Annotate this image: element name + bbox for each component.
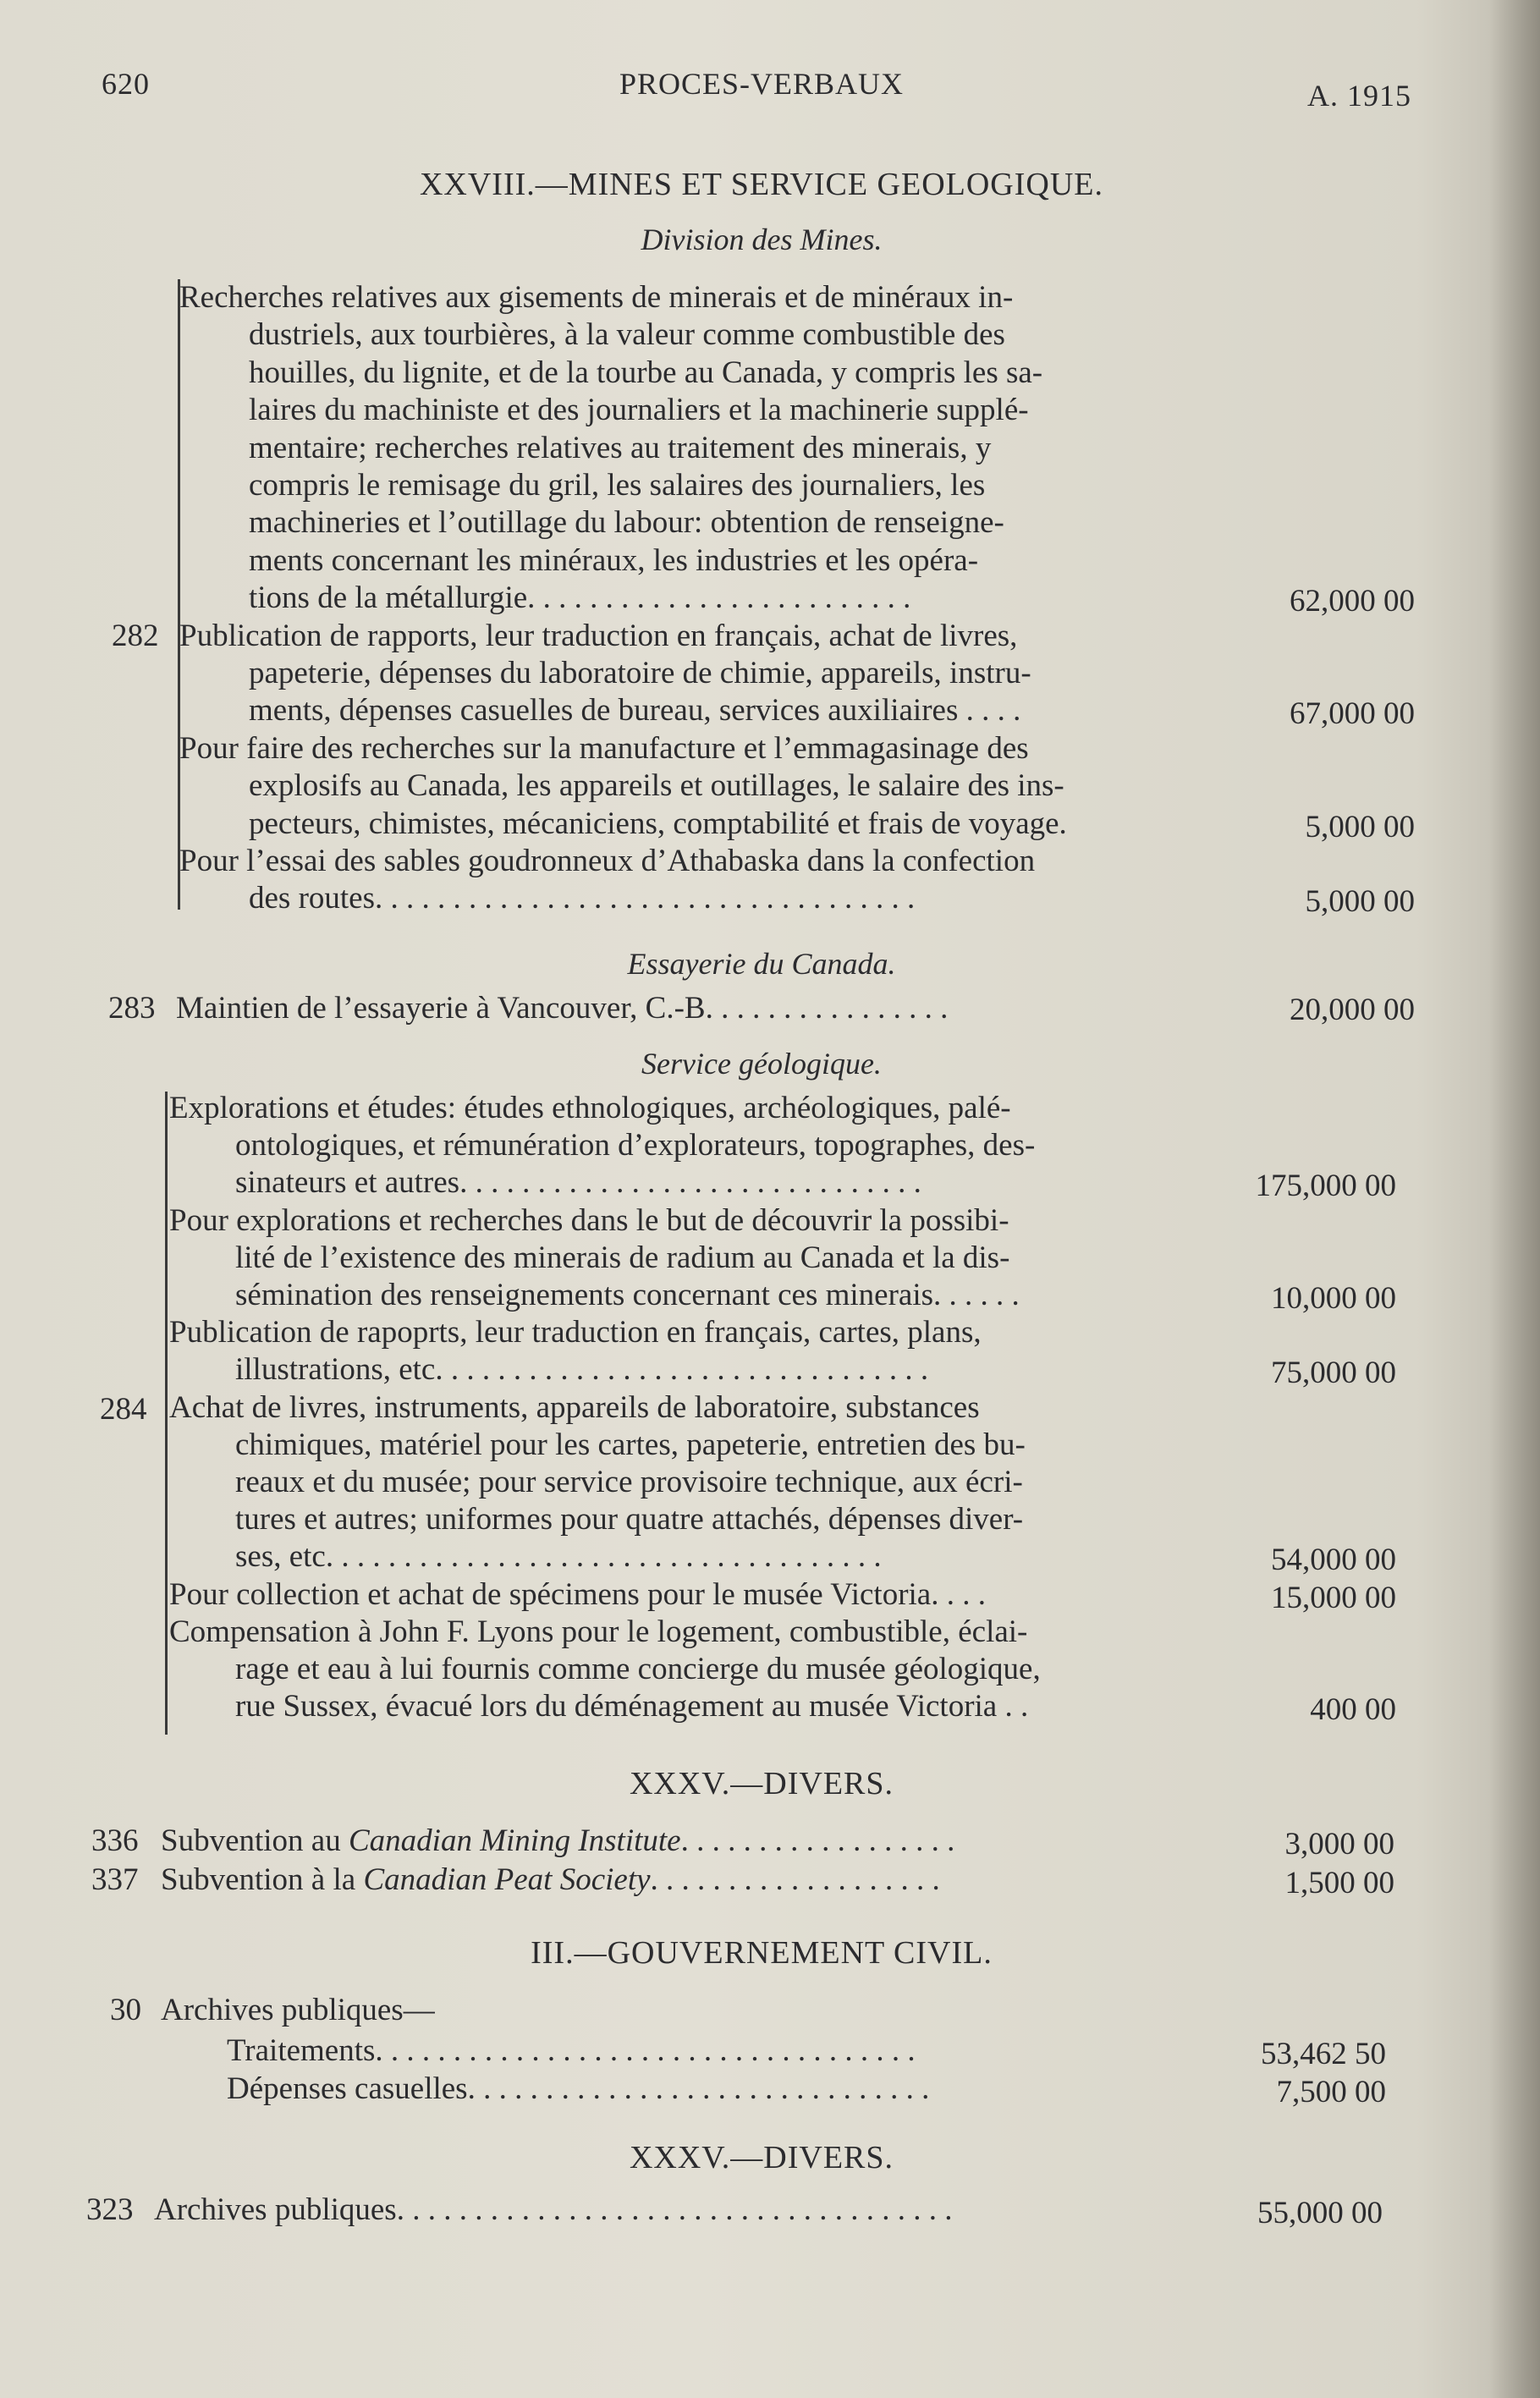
vote-284-item-4-line-3: reaux et du musée; pour service provisoire technique, aux écri- — [235, 1465, 1023, 1499]
vote-282-item-3-line-2: explosifs au Canada, les appareils et outillages, le salaire des ins- — [249, 768, 1064, 804]
vote-284-item-1-line-2: ontologiques, et rémunération d’explorateurs, topographes, des- — [235, 1128, 1036, 1163]
vote-284-item-2-line-3: sémination des renseignements concernant ces minerais. . . . . . — [235, 1278, 1020, 1312]
subvention-amount-337: 1,500 00 — [1284, 1866, 1394, 1900]
vote-284-item-2-line-1: Pour explorations et recherches dans le but de découvrir la possibi- — [169, 1202, 1009, 1238]
vote-282-item-1-line-2: dustriels, aux tourbières, à la valeur comme combustible des — [249, 317, 1005, 353]
page-number: 620 — [102, 67, 150, 101]
vote-284-item-3-line-1: Publication de rapoprts, leur traduction en français, cartes, plans, — [169, 1315, 982, 1350]
section-title-civil: III.—GOUVERNEMENT CIVIL. — [531, 1935, 993, 1971]
vote-284-item-3-line-2: illustrations, etc. . . . . . . . . . . . . . . . . . . . . . . . . . . . . . . . — [235, 1352, 929, 1388]
vote-number-284: 284 — [100, 1392, 147, 1427]
item-283: Maintien de l’essayerie à Vancouver, C.-B. . . . . . . . . . . . . . . . — [176, 991, 949, 1026]
subvention-prefix: Subvention à la — [161, 1862, 364, 1897]
section-title-divers-1: XXXV.—DIVERS. — [629, 1766, 894, 1801]
subvention-row-337 — [161, 1862, 940, 1899]
vote-number-323: 323 — [86, 2192, 134, 2227]
section-title-divers-2: XXXV.—DIVERS. — [629, 2140, 894, 2175]
vote-282-item-1-amount: 62,000 00 — [1290, 584, 1415, 619]
vote-284-item-6-amount: 400 00 — [1310, 1692, 1396, 1728]
subvention-organization: Canadian Peat Society — [363, 1862, 651, 1897]
vote-284-item-4-line-1: Achat de livres, instruments, appareils de laboratoire, substances — [169, 1389, 980, 1425]
vote-284-item-4-amount: 54,000 00 — [1271, 1543, 1396, 1578]
vote-282-item-1-line-9: tions de la métallurgie. . . . . . . . . . . . . . . . . . . . . . . . . — [249, 580, 911, 616]
page-edge-shadow — [1489, 0, 1540, 2398]
vote-284-item-1-amount: 175,000 00 — [1255, 1169, 1396, 1204]
vote-number-30: 30 — [110, 1993, 141, 2027]
essayerie-title: Essayerie du Canada. — [627, 947, 896, 981]
amount-283: 20,000 00 — [1290, 993, 1415, 1027]
civil-heading: Archives publiques— — [161, 1993, 435, 2027]
vote-284-item-1-line-1: Explorations et études: études ethnologiques, archéologiques, palé- — [169, 1091, 1011, 1125]
archives-publiques-amount: 55,000 00 — [1257, 2196, 1383, 2230]
vote-282-item-1-line-6: compris le remisage du gril, les salaires des journaliers, les — [249, 468, 986, 503]
vote-282-item-3-amount: 5,000 00 — [1305, 809, 1415, 844]
civil-row-2-amount: 7,500 00 — [1276, 2075, 1386, 2109]
civil-row-1-amount: 53,462 50 — [1261, 2037, 1386, 2071]
subvention-organization: Canadian Mining Institute — [348, 1823, 681, 1858]
running-title: PROCES-VERBAUX — [619, 67, 905, 101]
vote-number-283: 283 — [108, 991, 156, 1026]
vote-282-item-1-line-7: machineries et l’outillage du labour: obtention de renseigne- — [249, 505, 1004, 541]
subvention-prefix: Subvention au — [161, 1823, 349, 1858]
year-label: A. 1915 — [1307, 79, 1411, 113]
vote-282-item-2-amount: 67,000 00 — [1290, 696, 1415, 732]
vote-284-item-6-line-3: rue Sussex, évacué lors du déménagement au musée Victoria . . — [235, 1689, 1029, 1724]
vote-284-item-4-line-4: tures et autres; uniformes pour quatre attachés, dépenses diver- — [235, 1502, 1024, 1537]
subvention-amount-336: 3,000 00 — [1284, 1827, 1394, 1862]
vote-282-item-1-line-8: ments concernant les minéraux, les industries et les opéra- — [249, 542, 979, 578]
vote-284-item-3-amount: 75,000 00 — [1271, 1356, 1396, 1391]
vote-282-item-2-line-2: papeterie, dépenses du laboratoire de chimie, appareils, instru- — [249, 656, 1031, 690]
vote-number-282: 282 — [112, 619, 159, 653]
civil-row-2-label: Dépenses casuelles. . . . . . . . . . . . . . . . . . . . . . . . . . . . . . — [227, 2071, 930, 2106]
service-title: Service géologique. — [641, 1047, 882, 1081]
vote-284-item-5-amount: 15,000 00 — [1271, 1580, 1396, 1615]
vote-284-item-4-line-5: ses, etc. . . . . . . . . . . . . . . . . . . . . . . . . . . . . . . . . . . . — [235, 1539, 882, 1575]
vote-number-337: 337 — [91, 1862, 139, 1897]
vote-282-item-4-line-2: des routes. . . . . . . . . . . . . . . . . . . . . . . . . . . . . . . . . . . — [249, 881, 916, 916]
leader-dots: . . . . . . . . . . . . . . . . . . — [680, 1823, 955, 1858]
vote-282-item-4-line-1: Pour l’essai des sables goudronneux d’Athabaska dans la confection — [179, 844, 1036, 878]
vote-284-item-6-line-1: Compensation à John F. Lyons pour le logement, combustible, éclai- — [169, 1614, 1028, 1649]
vote-282-item-3-line-3: pecteurs, chimistes, mécaniciens, comptabilité et frais de voyage. — [249, 806, 1067, 841]
brace-284 — [165, 1092, 168, 1735]
archives-publiques-label: Archives publiques. . . . . . . . . . . . . . . . . . . . . . . . . . . . . . . . . . . . — [154, 2192, 953, 2227]
vote-number-336: 336 — [91, 1823, 139, 1858]
vote-282-item-1-line-1: Recherches relatives aux gisements de minerais et de minéraux in- — [179, 280, 1014, 315]
vote-284-item-2-amount: 10,000 00 — [1271, 1281, 1396, 1316]
civil-row-1-label: Traitements. . . . . . . . . . . . . . . . . . . . . . . . . . . . . . . . . . . — [227, 2033, 916, 2068]
brace-282 — [178, 279, 180, 910]
section-title-mines: XXVIII.—MINES ET SERVICE GEOLOGIQUE. — [419, 167, 1103, 202]
vote-282-item-2-line-3: ments, dépenses casuelles de bureau, services auxiliaires . . . . — [249, 693, 1021, 729]
vote-282-item-1-line-4: laires du machiniste et des journaliers et la machinerie supplé- — [249, 393, 1029, 428]
vote-284-item-4-line-2: chimiques, matériel pour les cartes, papeterie, entretien des bu- — [235, 1427, 1026, 1462]
division-title-mines: Division des Mines. — [641, 223, 883, 256]
vote-284-item-6-line-2: rage et eau à lui fournis comme concierge du musée géologique, — [235, 1652, 1041, 1686]
vote-282-item-1-line-3: houilles, du lignite, et de la tourbe au Canada, y compris les sa- — [249, 355, 1043, 390]
vote-284-item-5-line-1: Pour collection et achat de spécimens pour le musée Victoria. . . . — [169, 1576, 986, 1612]
vote-282-item-4-amount: 5,000 00 — [1305, 884, 1415, 920]
vote-284-item-2-line-2: lité de l’existence des minerais de radium au Canada et la dis- — [235, 1240, 1010, 1275]
subvention-row-336 — [161, 1823, 954, 1860]
vote-282-item-1-line-5: mentaire; recherches relatives au traitement des minerais, y — [249, 430, 992, 465]
vote-282-item-2-line-1: Publication de rapports, leur traduction en français, achat de livres, — [179, 618, 1018, 653]
leader-dots: . . . . . . . . . . . . . . . . . . . — [650, 1862, 940, 1897]
vote-282-item-3-line-1: Pour faire des recherches sur la manufacture et l’emmagasinage des — [179, 730, 1029, 766]
vote-284-item-1-line-3: sinateurs et autres. . . . . . . . . . . . . . . . . . . . . . . . . . . . . . — [235, 1165, 921, 1201]
